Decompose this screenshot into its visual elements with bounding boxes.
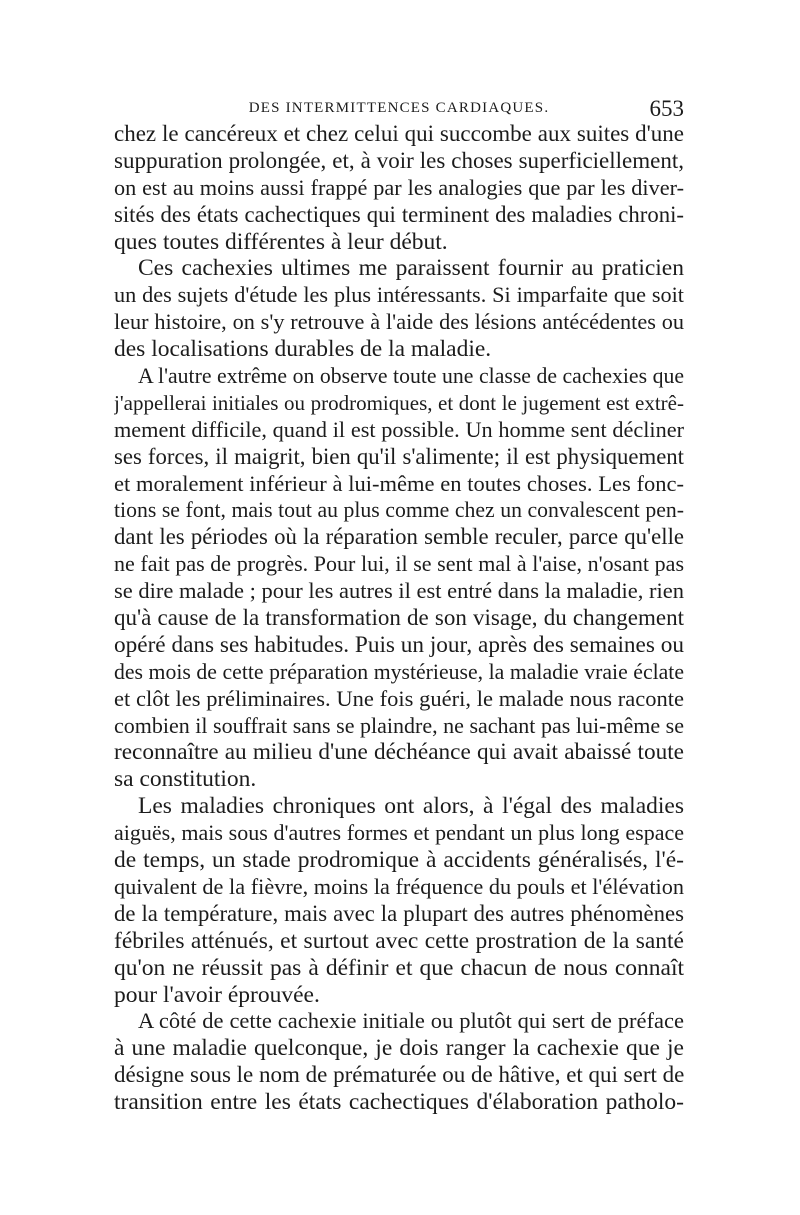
text-line: dant les périodes où la réparation semble reculer, parce qu'elle [114,524,684,550]
text-line: sités des états cachectiques qui terminent des maladies chroni- [114,201,684,227]
text-line: reconnaître au milieu d'une déchéance qui avait abaissé toute [114,739,684,766]
text-line: pour l'avoir éprouvée. [114,981,320,1008]
text-line: ques toutes différentes à leur début. [114,228,448,255]
text-line: leur histoire, on s'y retrouve à l'aide des lésions antécédentes ou [114,309,684,335]
text-line: désigne sous le nom de prématurée ou de hâtive, et qui sert de [114,1062,684,1088]
text-line: de temps, un stade prodromique à accidents généralisés, l'é- [114,847,684,874]
text-line: A côté de cette cachexie initiale ou plutôt qui sert de préface [138,1008,684,1034]
text-line: opéré dans ses habitudes. Puis un jour, après des semaines ou [114,631,684,658]
text-line: j'appellerai initiales ou prodromiques, et dont le jugement est extrê- [114,390,684,415]
text-line: des localisations durables de la maladie. [114,336,492,363]
text-line: de la température, mais avec la plupart des autres phénomènes [114,900,684,926]
text-line: combien il souffrait sans se plaindre, ne sachant pas lui-même se [114,712,684,738]
body-text [114,121,684,1116]
text-line: fébriles atténués, et surtout avec cette prostration de la santé [114,927,684,954]
text-line: et clôt les préliminaires. Une fois guéri, le malade nous raconte [114,685,684,711]
text-line: mement difficile, quand il est possible. Un homme sent décliner [114,416,684,442]
text-line: sa constitution. [114,766,257,793]
text-line: se dire malade ; pour les autres il est entré dans la maladie, rien [114,578,684,604]
text-line: qu'à cause de la transformation de son visage, du changement [114,605,684,631]
text-line: tions se font, mais tout au plus comme chez un convalescent pen- [114,498,684,523]
text-line: chez le cancéreux et chez celui qui succombe aux suites d'une [114,121,684,146]
text-line: quivalent de la fièvre, moins la fréquence du pouls et l'élévation [114,873,684,899]
text-line: aiguës, mais sous d'autres formes et pendant un plus long espace [114,820,684,846]
page-number: 653 [649,96,684,121]
text-line: à une maladie quelconque, je dois ranger la cachexie que je [114,1035,684,1062]
text-line: des mois de cette préparation mystérieuse, la maladie vraie éclate [114,659,684,684]
running-title: DES INTERMITTENCES CARDIAQUES. [248,100,550,116]
text-line: transition entre les états cachectiques d'élaboration patholo- [114,1089,684,1116]
text-line: on est au moins aussi frappé par les analogies que par les diver- [114,174,684,200]
text-line: A l'autre extrême on observe toute une classe de cachexies que [138,364,684,389]
text-line: Ces cachexies ultimes me paraissent fournir au praticien [138,255,684,282]
text-line: et moralement inférieur à lui-même en toutes choses. Les fonc- [114,470,684,496]
text-line: Les maladies chroniques ont alors, à l'égal des maladies [138,793,684,820]
text-line: ses forces, il maigrit, bien qu'il s'alimente; il est physiquement [114,443,684,469]
text-line: un des sujets d'étude les plus intéressants. Si imparfaite que soit [114,282,684,308]
text-line: suppuration prolongée, et, à voir les choses superficiellement, [114,147,684,173]
text-line: ne fait pas de progrès. Pour lui, il se sent mal à l'aise, n'osant pas [114,551,684,577]
text-line: qu'on ne réussit pas à définir et que chacun de nous connaît [114,954,684,981]
